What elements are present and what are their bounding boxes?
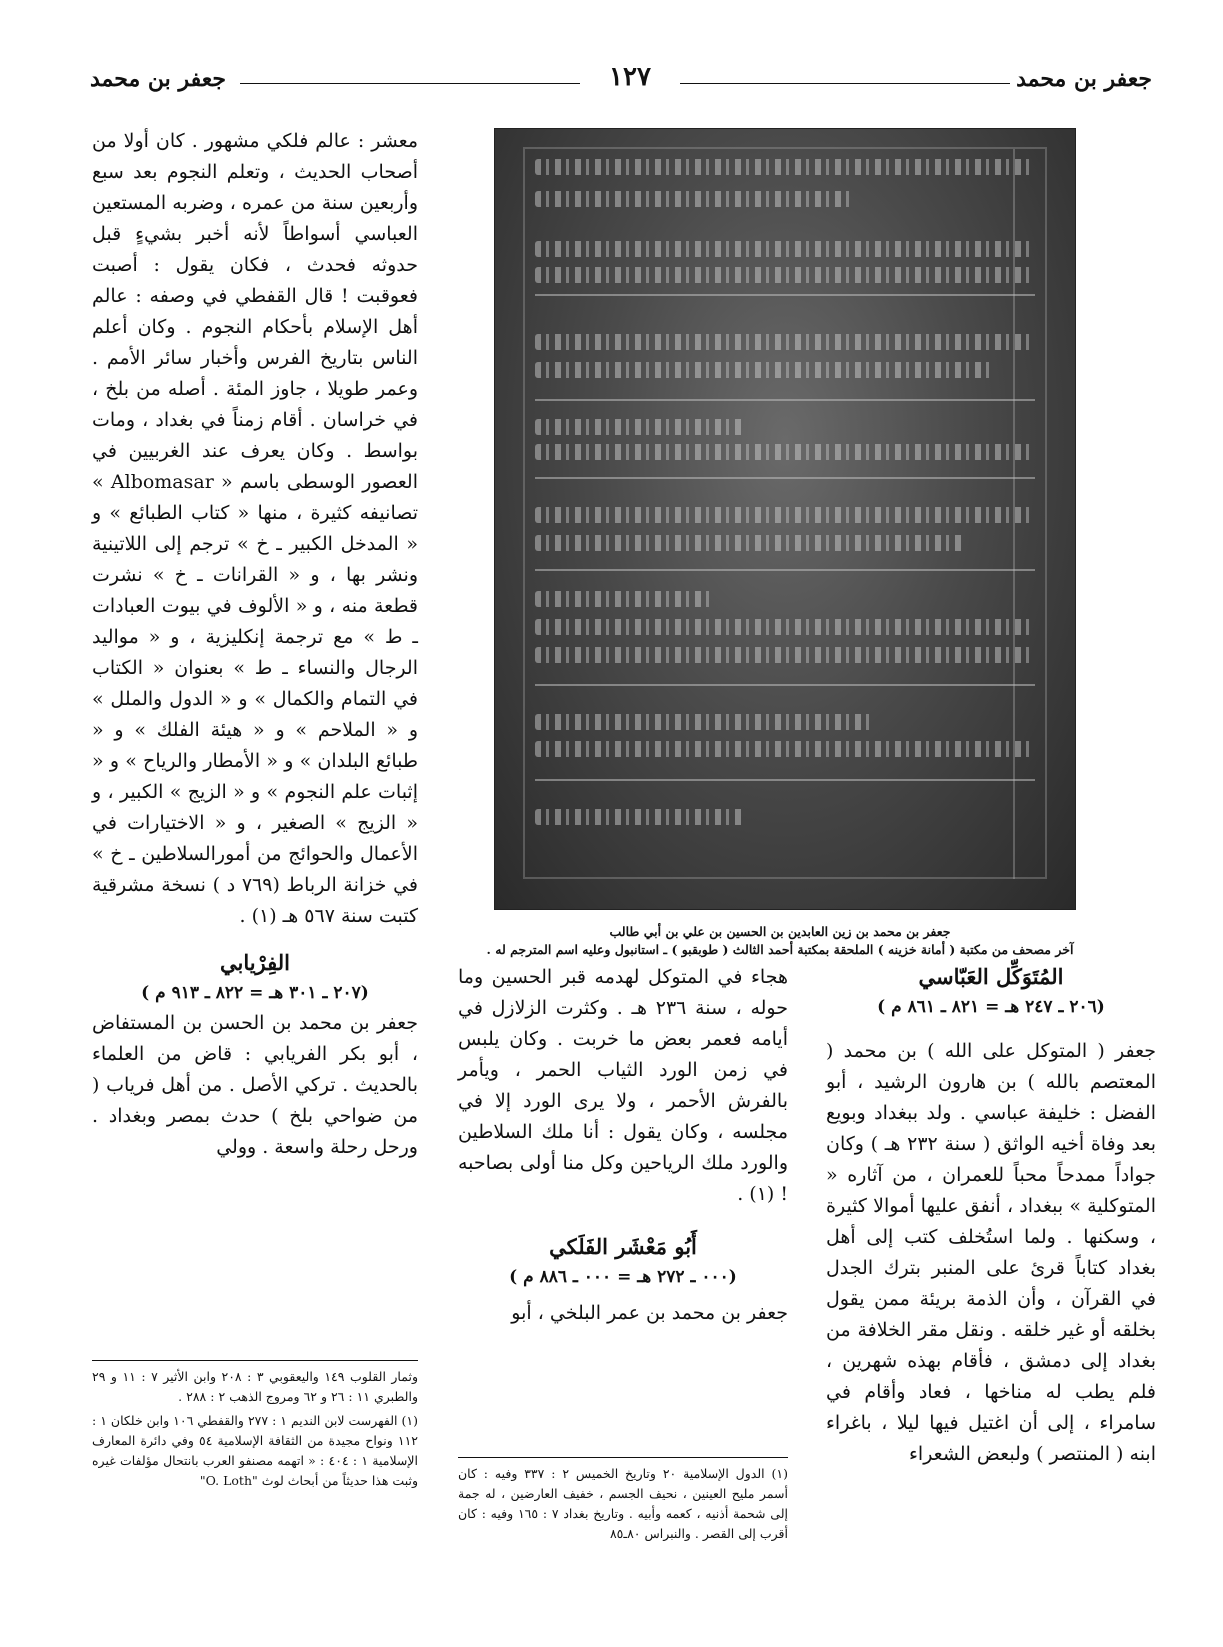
footnote-1-middle: (١) الدول الإسلامية ٢٠ وتاريخ الخميس ٢ : ٣٣٧ وفيه : كان أسمر مليح العينين ، نحيف الجسم ، خفيف العارضين ، له جمة إلى شحمة أذنيه ، كعمه وأبيه . وتاريخ بغداد ٧ : ١٦٥ وفيه : كان أقرب إلى القصر . والنبراس ٨٠ـ٨٥ (458, 1466, 788, 1541)
caption-line-2: آخر مصحف من مكتبة ( أمانة خزينه ) الملحقة بمكتبة أحمد الثالث ( طوبقبو ) ـ استانبول وعليه اسم المترجم له . (486, 942, 1074, 957)
photo-rule (535, 294, 1035, 296)
script-line (535, 334, 1035, 350)
photo-rule (535, 684, 1035, 686)
caption-line-1: جعفر بن محمد بن زين العابدين بن الحسين بن علي بن أبي طالب (609, 924, 951, 939)
footnote-latin-name: "O. Loth" (199, 1473, 258, 1488)
script-line (535, 591, 715, 607)
right-column (826, 962, 1156, 1470)
page-number: ١٢٧ (609, 62, 651, 92)
section-text-abu-mashar: جعفر بن محمد بن عمر البلخي ، أبو (511, 1302, 788, 1324)
script-line (535, 191, 855, 207)
script-line (535, 419, 745, 435)
right-column-text: جعفر ( المتوكل على الله ) بن محمد ( المعتصم بالله ) بن هارون الرشيد ، أبو الفضل : خليفة عباسي . ولد ببغداد وبويع بعد وفاة أخيه الواثق ( سنة ٢٣٢ هـ ) وكان جواداً ممدحاً محباً للعمران ، من آثاره « المتوكلية » ببغداد ، أنفق عليها أموالا كثيرة ، وسكنها . ولما استُخلف كتب إلى أهل بغداد كتاباً قرئ على المنبر بترك الجدل في القرآن ، وأن الذمة بريئة ممن يقول بخلقه أو غير خلقه . ونقل مقر الخلافة من بغداد إلى دمشق ، فأقام بهذه شهرين ، فلم يطب له مناخها ، فعاد وأقام في سامراء ، إلى أن اغتيل فيها ليلا ، باغراء ابنه ( المنتصر ) ولبعض الشعراء (826, 1040, 1156, 1465)
running-header (90, 62, 1152, 102)
script-line (535, 159, 1035, 175)
header-rule-right (680, 83, 1010, 84)
header-left-title: جعفر بن محمد (90, 66, 226, 92)
section-dates-mutawakkil: (٢٠٦ ـ ٢٤٧ هـ = ٨٢١ ـ ٨٦١ م ) (877, 997, 1105, 1017)
photo-rule (535, 399, 1035, 401)
manuscript-photo (494, 128, 1076, 910)
middle-footnotes (458, 1457, 788, 1544)
left-column-text: معشر : عالم فلكي مشهور . كان أولا من أصحاب الحديث ، وتعلم النجوم بعد سبع وأربعين سنة من عمره ، وضربه المستعين العباسي أسواطاً لأنه أخبر بشيءٍ قبل حدوثه فحدث ، فكان يقول : أصبت فعوقبت ! قال القفطي في وصفه : عالم أهل الإسلام بأحكام النجوم . وكان أعلم الناس بتاريخ الفرس وأخبار سائر الأمم . وعمر طويلا ، جاوز المئة . أصله من بلخ ، في خراسان . أقام زمناً في بغداد ، ومات بواسط . وكان يعرف عند الغربيين في العصور الوسطى باسم « Albomasar » تصانيفه كثيرة ، منها « كتاب الطبائع » و « المدخل الكبير ـ خ » ترجم إلى اللاتينية ونشر بها ، و « القرانات ـ خ » نشرت قطعة منه ، و « الألوف في بيوت العبادات ـ ط » مع ترجمة إنكليزية ، و « مواليد الرجال والنساء ـ ط » بعنوان « الكتاب في التمام والكمال » و « الدول والملل » و « الملاحم » و « هيئة الفلك » و « طبائع البلدان » و « الأمطار والرياح » و « إثبات علم النجوم » و « الزيج » الكبير ، و « الزيج » الصغير ، و « الاختيارات في الأعمال والحوائج من أمورالسلاطين ـ خ » في خزانة الرباط (٧٦٩ د ) نسخة مشرقية كتبت سنة ٥٦٧ هـ (١) . (92, 130, 418, 927)
left-footnotes (92, 1360, 418, 1491)
section-heading-abu-mashar: أَبُو مَعْشَر الفَلَكي (549, 1234, 697, 1259)
script-line (535, 647, 1035, 663)
section-heading-mutawakkil: المُتَوَكِّل العَبّاسي (918, 964, 1064, 989)
script-line (535, 535, 965, 551)
section-dates-firyabi: (٢٠٧ ـ ٣٠١ هـ = ٨٢٢ ـ ٩١٣ م ) (141, 983, 369, 1003)
script-line (535, 714, 875, 730)
section-dates-abu-mashar: (٠٠٠ ـ ٢٧٢ هـ = ٠٠٠ ـ ٨٨٦ م ) (509, 1267, 737, 1287)
photo-rule (535, 779, 1035, 781)
script-line (535, 241, 1035, 257)
footnote-1-left: (١) الفهرست لابن النديم ١ : ٢٧٧ والقفطي ١٠٦ وابن خلكان ١ : ١١٢ ونواح مجيدة من الثقافة الإسلامية ٥٤ وفي دائرة المعارف الإسلامية ١ : ٤٠٤ : « اتهمه مصنفو العرب بانتحال مؤلفات غيره وثبت هذا حديثاً من أبحاث لوث (92, 1413, 419, 1488)
header-rule-left (240, 83, 580, 84)
left-column (92, 126, 418, 1163)
header-right-title: جعفر بن محمد (1016, 66, 1152, 92)
script-line (535, 444, 1035, 460)
section-text-firyabi: جعفر بن محمد بن الحسن بن المستفاض ، أبو بكر الفريابي : قاض من العلماء بالحديث . تركي الأصل . من أهل فرياب ( من ضواحي بلخ ) حدث بمصر وبغداد . ورحل رحلة واسعة . وولي (92, 1012, 418, 1158)
section-heading-firyabi: الفِرْيابي (219, 950, 291, 975)
script-line (535, 741, 1035, 757)
photo-caption (480, 923, 1080, 959)
middle-column-text: هجاء في المتوكل لهدمه قبر الحسين وما حوله ، سنة ٢٣٦ هـ . وكثرت الزلازل في أيامه فعمر بعض ما خربت . وكان يلبس في زمن الورد الثياب الحمر ، ويأمر بالفرش الأحمر ، ولا يرى الورد إلا في مجلسه ، وكان يقول : أنا ملك السلاطين والورد ملك الرياحين وكل منا أولى بصاحبه ! (١) . (458, 966, 788, 1205)
script-line (535, 362, 995, 378)
photo-rule (535, 477, 1035, 479)
photo-rule (535, 569, 1035, 571)
footnote-continued: وثمار القلوب ١٤٩ واليعقوبي ٣ : ٢٠٨ وابن الأثير ٧ : ١١ و ٢٩ والطبري ١١ : ٢٦ و ٦٢ ومروج الذهب ٢ : ٢٨٨ . (92, 1369, 418, 1404)
script-line (535, 619, 1035, 635)
middle-column (458, 962, 788, 1329)
script-line (535, 507, 1035, 523)
script-line (535, 267, 1035, 283)
script-line (535, 809, 745, 825)
